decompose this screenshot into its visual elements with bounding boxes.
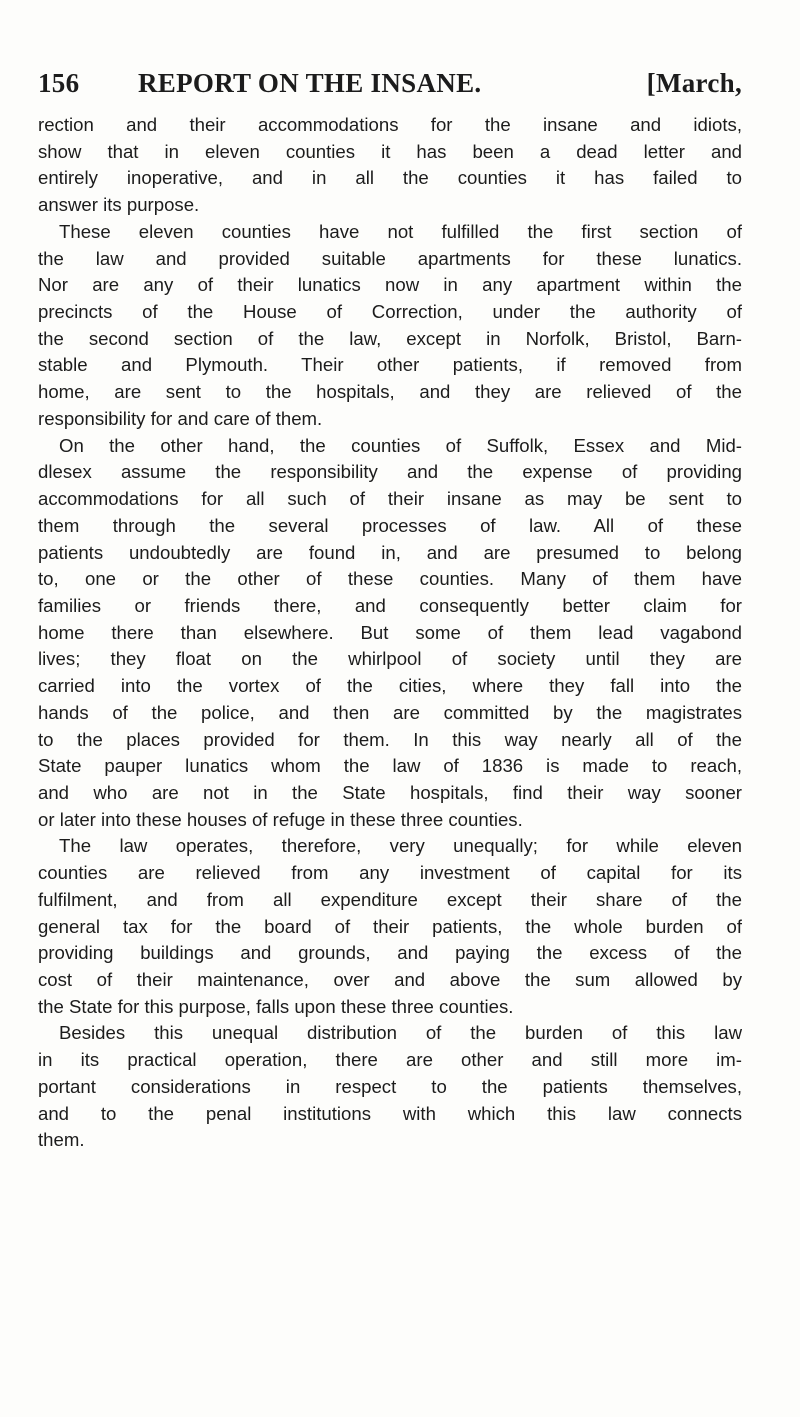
text-line: show that in eleven counties it has been a dead letter and	[38, 140, 742, 162]
text-line: the law and provided suitable apartments for these lunatics.	[38, 247, 742, 269]
text-line: responsibility for and care of them.	[38, 407, 323, 429]
text-line: and to the penal institutions with which this law connects	[38, 1102, 742, 1124]
text-line: to, one or the other of these counties. Many of them have	[38, 568, 742, 590]
page-number: 156	[38, 68, 80, 98]
body-text	[38, 112, 742, 1154]
text-line: and who are not in the State hospitals, find their way sooner	[38, 781, 742, 803]
text-line: These eleven counties have not fulfilled the first section of	[59, 220, 742, 242]
text-line: in its practical operation, there are other and still more im-	[38, 1049, 742, 1071]
text-line: providing buildings and grounds, and paying the excess of the	[38, 942, 742, 964]
text-line: The law operates, therefore, very unequally; for while eleven	[59, 835, 742, 857]
text-line: entirely inoperative, and in all the counties it has failed to	[38, 167, 742, 189]
text-line: the second section of the law, except in Norfolk, Bristol, Barn-	[38, 327, 742, 349]
text-line: lives; they float on the whirlpool of society until they are	[38, 648, 742, 670]
text-line: Nor are any of their lunatics now in any apartment within the	[38, 274, 742, 296]
text-line: State pauper lunatics whom the law of 1836 is made to reach,	[38, 755, 742, 777]
text-line: On the other hand, the counties of Suffolk, Essex and Mid-	[59, 434, 742, 456]
text-line: portant considerations in respect to the patients themselves,	[38, 1075, 742, 1097]
text-line: home there than elsewhere. But some of them lead vagabond	[38, 621, 742, 643]
running-date: [March,	[646, 68, 742, 98]
text-line: patients undoubtedly are found in, and are presumed to belong	[38, 541, 742, 563]
text-line: home, are sent to the hospitals, and they are relieved of the	[38, 381, 742, 403]
text-line: dlesex assume the responsibility and the expense of providing	[38, 461, 742, 483]
text-line: or later into these houses of refuge in these three counties.	[38, 808, 523, 830]
text-line: them through the several processes of law. All of these	[38, 514, 742, 536]
text-line: stable and Plymouth. Their other patients, if removed from	[38, 354, 742, 376]
text-line: counties are relieved from any investment of capital for its	[38, 862, 742, 884]
text-line: hands of the police, and then are committed by the magistrates	[38, 701, 742, 723]
text-line: to the places provided for them. In this way nearly all of the	[38, 728, 742, 750]
text-line: general tax for the board of their patients, the whole burden of	[38, 915, 742, 937]
text-line: fulfilment, and from all expenditure except their share of the	[38, 888, 742, 910]
text-line: them.	[38, 1129, 85, 1151]
text-line: carried into the vortex of the cities, where they fall into the	[38, 675, 742, 697]
text-line: cost of their maintenance, over and above the sum allowed by	[38, 969, 742, 990]
text-line: the State for this purpose, falls upon these three counties.	[38, 995, 514, 1017]
running-header	[38, 68, 742, 108]
text-line: answer its purpose.	[38, 194, 200, 216]
running-title: REPORT ON THE INSANE.	[138, 68, 482, 98]
text-line: accommodations for all such of their insane as may be sent to	[38, 488, 742, 510]
text-line: rection and their accommodations for the insane and idiots,	[38, 114, 742, 135]
text-line: families or friends there, and consequently better claim for	[38, 594, 742, 616]
text-line: Besides this unequal distribution of the burden of this law	[59, 1022, 742, 1044]
text-line: precincts of the House of Correction, under the authority of	[38, 301, 742, 323]
